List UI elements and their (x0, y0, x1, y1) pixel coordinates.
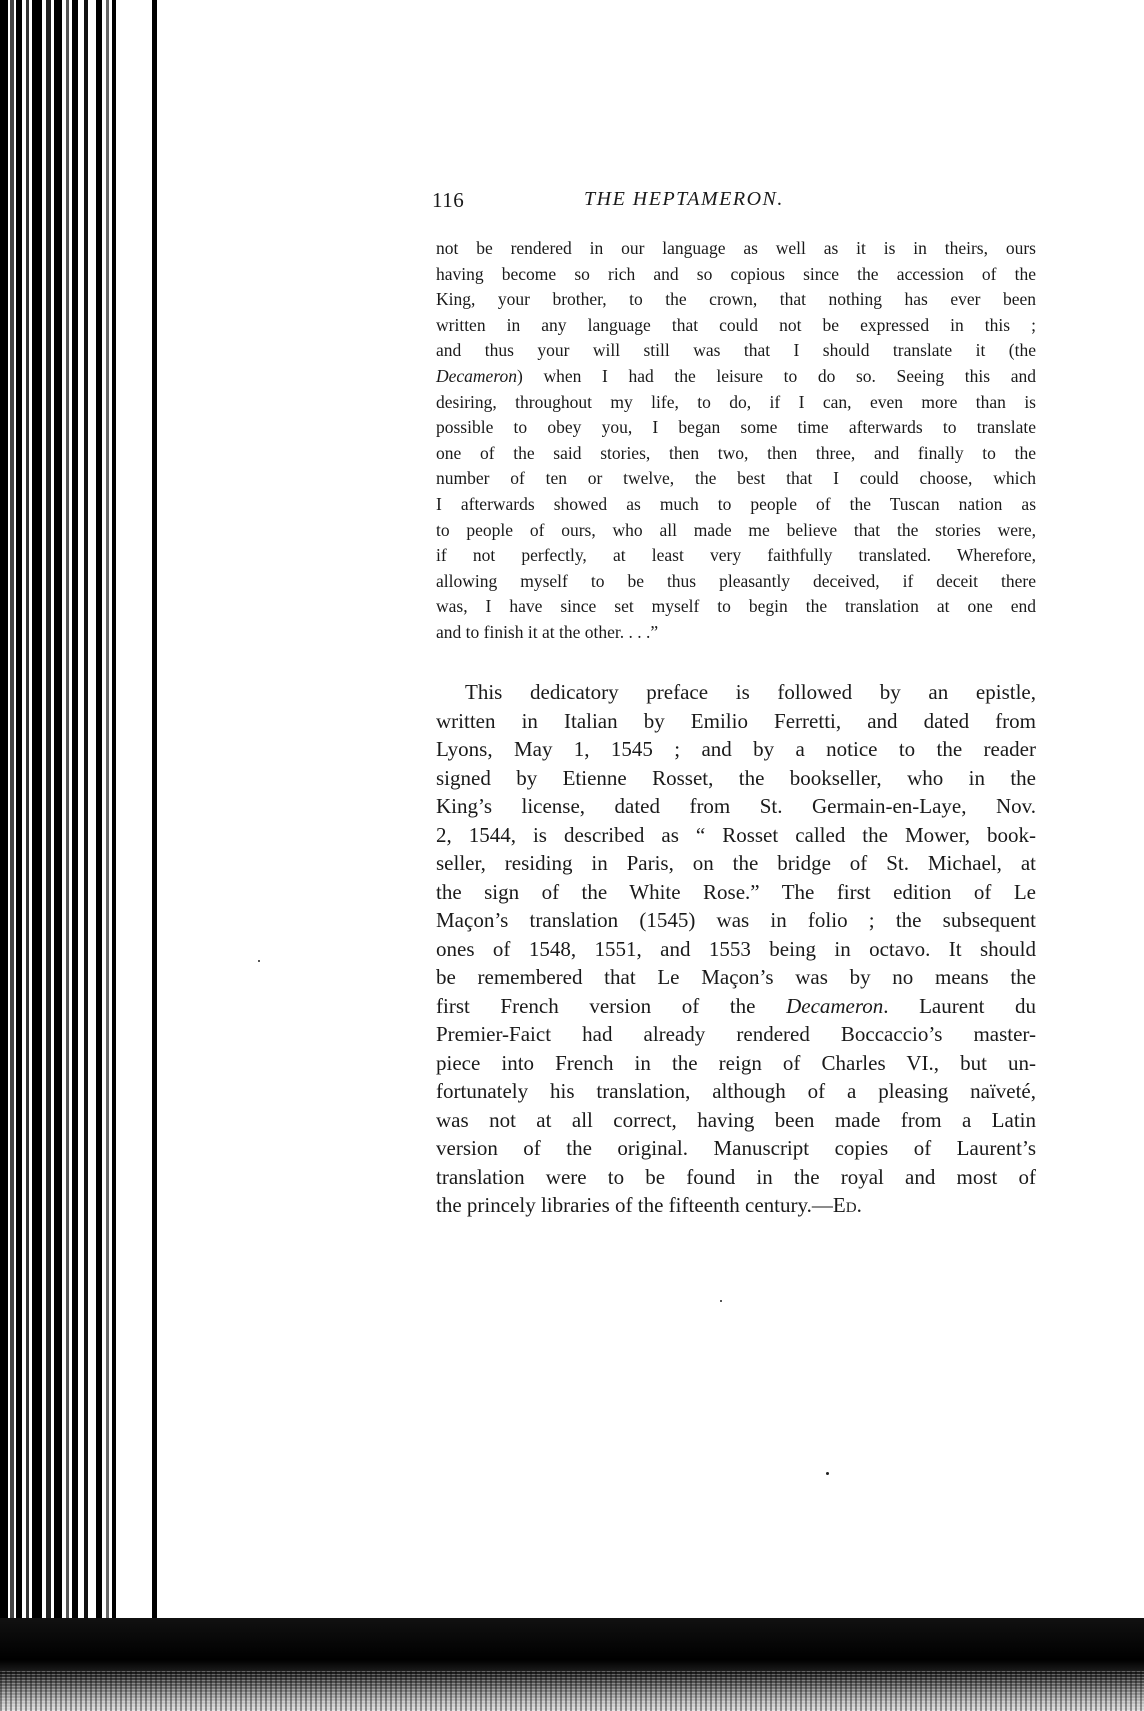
text-line: written in any language that could not be expressed in this ; (436, 314, 1036, 335)
text-line: was not at all correct, having been made from a Latin (436, 1107, 1036, 1132)
text-line: number of ten or twelve, the best that I could choose, which (436, 468, 1036, 489)
page-number: 116 (432, 188, 465, 212)
text-line: allowing myself to be thus pleasantly deceived, if deceit there (436, 570, 1036, 591)
text-line: Decameron) when I had the leisure to do so. Seeing this and (436, 365, 1036, 386)
text-line: having become so rich and so copious since the accession of the (436, 263, 1036, 284)
text-line: I afterwards showed as much to people of the Tuscan nation as (436, 493, 1036, 514)
text-line: King, your brother, to the crown, that nothing has ever been (436, 289, 1036, 310)
text-line: if not perfectly, at least very faithfully translated. Wherefore, (436, 545, 1036, 566)
scan-bottom-edge (0, 1618, 1144, 1711)
text-line: possible to obey you, I began some time afterwards to translate (436, 417, 1036, 438)
text-line: not be rendered in our language as well as it is in theirs, ours (436, 238, 1036, 258)
text-line: the sign of the White Rose.” The first edition of Le (436, 879, 1036, 904)
text-line: to people of ours, who all made me believe that the stories were, (436, 519, 1036, 540)
text-line: written in Italian by Emilio Ferretti, and dated from (436, 708, 1036, 733)
text-line: desiring, throughout my life, to do, if I can, even more than is (436, 391, 1036, 412)
book-gutter (0, 0, 175, 1640)
scan-noise (0, 1671, 1144, 1711)
text-line: first French version of the Decameron. Laurent du (436, 993, 1036, 1018)
text-line: one of the said stories, then two, then three, and finally to the (436, 442, 1036, 463)
text-line: piece into French in the reign of Charles VI., but un- (436, 1050, 1036, 1075)
text-line: fortunately his translation, although of a pleasing naïveté, (436, 1079, 1036, 1103)
text-line: signed by Etienne Rosset, the bookseller, who in the (436, 765, 1036, 790)
editorial-note-paragraph (436, 678, 1036, 1220)
quoted-preface-text (436, 236, 1036, 646)
text-line: translation were to be found in the royal and most of (436, 1164, 1036, 1189)
text-line: King’s license, dated from St. Germain-en-Laye, Nov. (436, 794, 1036, 818)
text-line: This dedicatory preface is followed by an epistle, (465, 680, 1036, 704)
scan-speck (258, 960, 260, 962)
text-line: the princely libraries of the fifteenth century.—Ed. (436, 1193, 862, 1217)
text-line: 2, 1544, is described as “ Rosset called the Mower, book- (436, 822, 1036, 847)
text-line: and to finish it at the other. . . .” (436, 621, 659, 642)
running-head (432, 188, 1038, 218)
running-title: THE HEPTAMERON. (584, 188, 784, 210)
text-line: and thus your will still was that I should translate it (the (436, 340, 1036, 361)
scan-speck (720, 1300, 722, 1302)
text-line: Lyons, May 1, 1545 ; and by a notice to the reader (436, 737, 1036, 761)
text-line: be remembered that Le Maçon’s was by no means the (436, 965, 1036, 989)
text-line: Maçon’s translation (1545) was in folio ; the subsequent (436, 908, 1036, 932)
text-line: Premier-Faict had already rendered Boccaccio’s master- (436, 1022, 1036, 1046)
text-line: seller, residing in Paris, on the bridge of St. Michael, at (436, 851, 1036, 875)
text-line: ones of 1548, 1551, and 1553 being in octavo. It should (436, 936, 1036, 961)
text-line: version of the original. Manuscript copies of Laurent’s (436, 1136, 1036, 1160)
scan-speck (826, 1472, 829, 1475)
text-line: was, I have since set myself to begin the translation at one end (436, 596, 1036, 617)
